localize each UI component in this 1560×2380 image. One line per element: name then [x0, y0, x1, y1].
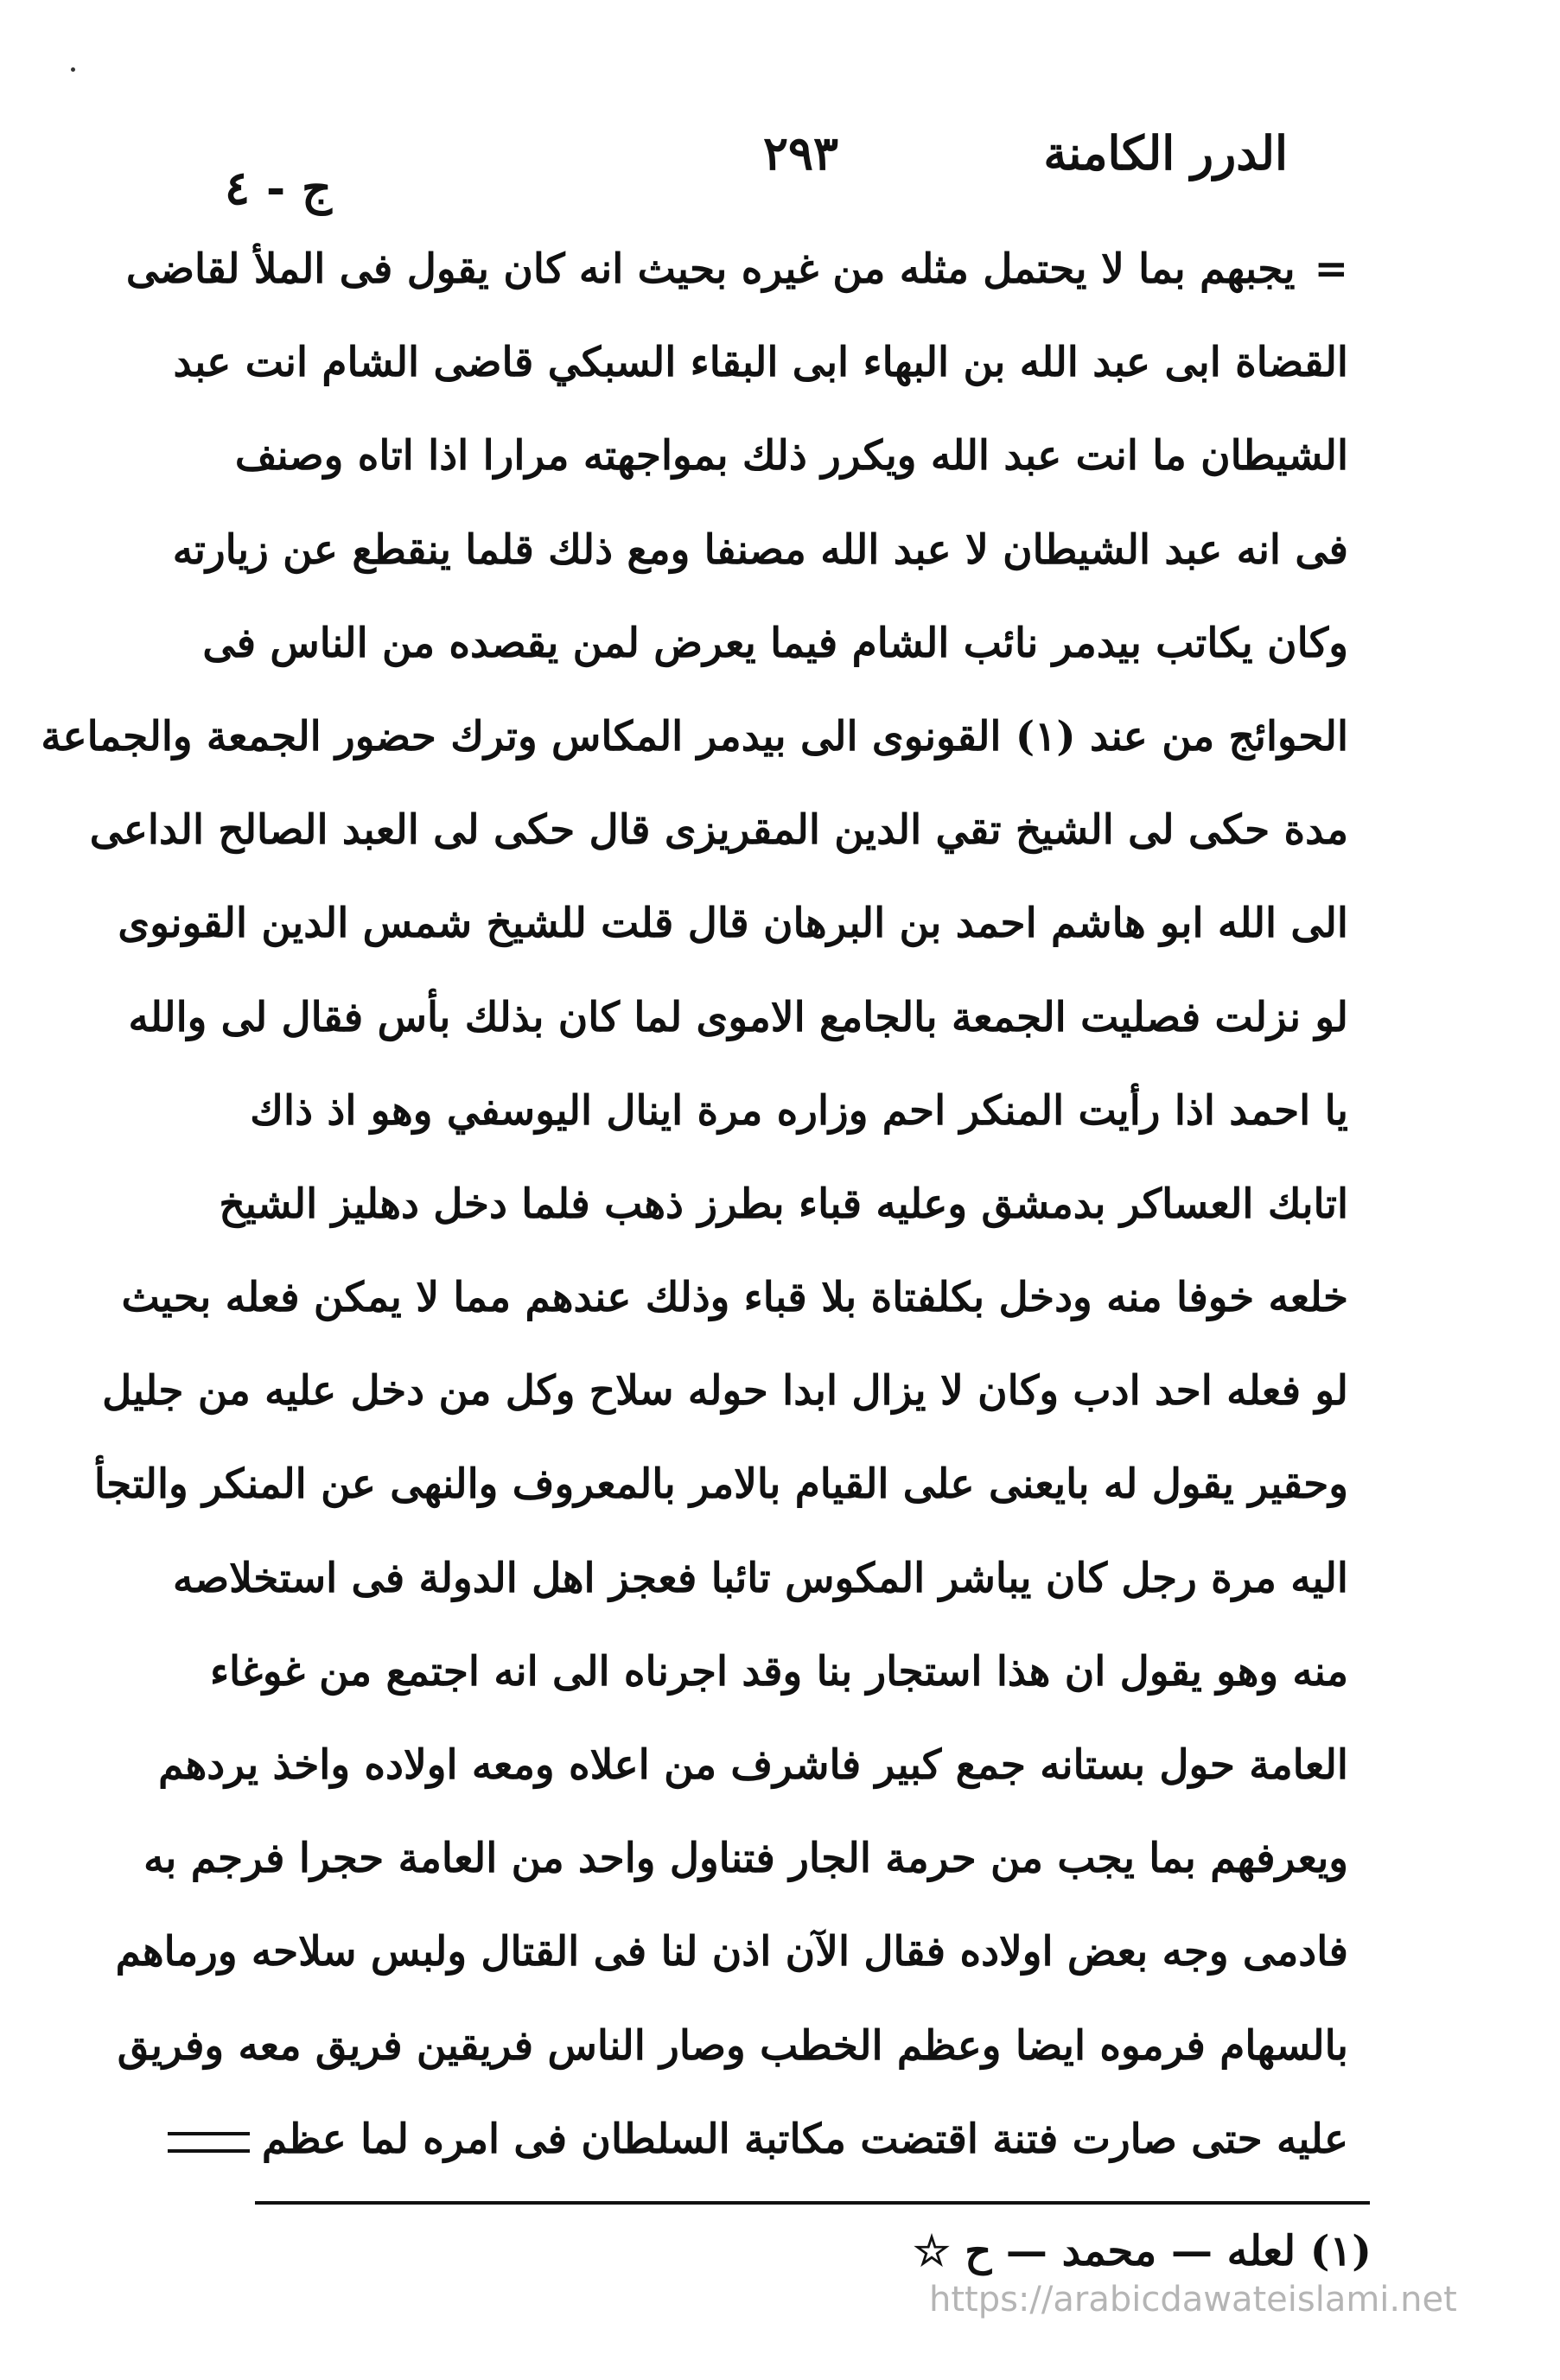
text-line: بالسهام فرموه ايضا وعظم الخطب وصار الناس فريقين فريق معه وفريق: [117, 2021, 1348, 2070]
continuation-mark: =: [1314, 245, 1348, 293]
continuation-end-mark: [168, 2132, 250, 2153]
text-line: مدة حكى لى الشيخ تقي الدين المقريزى قال حكى لى العبد الصالح الداعى: [89, 806, 1348, 855]
text-line: الى الله ابو هاشم احمد بن البرهان قال قلت للشيخ شمس الدين القونوى: [118, 900, 1348, 948]
page-number: ٢٩٣: [762, 125, 838, 181]
running-header: [225, 125, 1288, 220]
text-line: خلعه خوفا منه ودخل بكلفتاة بلا قباء وذلك عندهم مما لا يمكن فعله بحيث: [121, 1274, 1348, 1322]
footnote: (١) لعله — محمد — ح ☆: [913, 2227, 1372, 2275]
footnote-divider: [255, 2201, 1370, 2205]
text-line: عليه حتى صارت فتنة اقتضت مكاتبة السلطان فى امره لما عظم: [203, 2093, 1348, 2186]
text-line: اتابك العساكر بدمشق وعليه قباء بطرز ذهب فلما دخل دهليز الشيخ: [219, 1180, 1348, 1228]
text-line: القضاة ابى عبد الله بن البهاء ابى البقاء السبكي قاضى الشام انت عبد: [173, 339, 1348, 387]
text-line: منه وهو يقول ان هذا استجار بنا وقد اجرناه الى انه اجتمع من غوغاء: [209, 1647, 1348, 1696]
text-line: لو نزلت فصليت الجمعة بالجامع الاموى لما كان بذلك بأس فقال لى والله: [128, 993, 1348, 1041]
book-title: الدرر الكامنة: [1043, 125, 1288, 181]
text-line: لو فعله احد ادب وكان لا يزال ابدا حوله سلاح وكل من دخل عليه من جليل: [102, 1367, 1348, 1416]
volume-label: ج - ٤: [225, 160, 332, 215]
text-line: الشيطان ما انت عبد الله ويكرر ذلك بمواجهته مرارا اذا اتاه وصنف: [234, 432, 1348, 480]
text-line: =يجبهم بما لا يحتمل مثله من غيره بحيث انه كان يقول فى الملأ لقاضى: [203, 223, 1348, 316]
body-text: [41, 223, 1348, 2186]
text-line: يا احمد اذا رأيت المنكر احم وزاره مرة اينال اليوسفي وهو اذ ذاك: [250, 1086, 1348, 1135]
page-speck: [71, 67, 75, 72]
watermark-url: https://arabicdawateislami.net: [929, 2280, 1457, 2320]
text-line: الحوائج من عند (١) القونوى الى بيدمر المكاس وترك حضور الجمعة والجماعة: [41, 712, 1348, 760]
text-line: فادمى وجه بعض اولاده فقال الآن اذن لنا فى القتال ولبس سلاحه ورماهم: [115, 1928, 1348, 1976]
text-line: العامة حول بستانه جمع كبير فاشرف من اعلاه ومعه اولاده واخذ يردهم: [158, 1741, 1348, 1789]
text-line: اليه مرة رجل كان يباشر المكوس تائبا فعجز اهل الدولة فى استخلاصه: [173, 1554, 1348, 1602]
text-line: وكان يكاتب بيدمر نائب الشام فيما يعرض لمن يقصده من الناس فى: [202, 619, 1348, 667]
text-line: وحقير يقول له بايعنى على القيام بالامر بالمعروف والنهى عن المنكر والتجأ: [93, 1460, 1348, 1509]
text-line: ويعرفهم بما يجب من حرمة الجار فتناول واحد من العامة حجرا فرجم به: [143, 1835, 1348, 1883]
text-line: فى انه عبد الشيطان لا عبد الله مصنفا ومع ذلك قلما ينقطع عن زيارته: [172, 525, 1348, 574]
